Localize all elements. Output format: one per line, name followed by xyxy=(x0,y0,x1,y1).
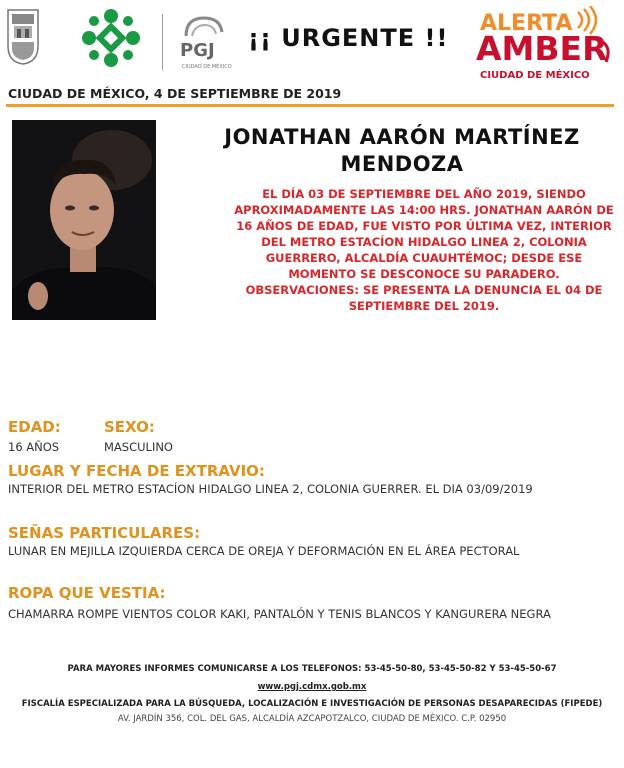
header-divider xyxy=(162,14,163,70)
fipede-agency-line: FISCALÍA ESPECIALIZADA PARA LA BÚSQUEDA, LOCALIZACIÓN E INVESTIGACIÓN DE PERSONAS DESAPARECIDAS (FIPEDE) xyxy=(21,699,603,709)
sex-label: SEXO: xyxy=(104,418,155,436)
distinguishing-marks-value: LUNAR EN MEJILLA IZQUIERDA CERCA DE OREJA Y DEFORMACIÓN EN EL ÁREA PECTORAL xyxy=(8,544,520,558)
person-name: JONATHAN AARÓN MARTÍNEZ MENDOZA xyxy=(224,125,580,176)
amber-logo-line3: CIUDAD DE MÉXICO xyxy=(480,70,590,81)
place-date-value: INTERIOR DEL METRO ESTACÍON HIDALGO LINEA 2, COLONIA GUERRER. EL DIA 03/09/2019 xyxy=(8,482,533,496)
alerta-amber-logo xyxy=(474,6,618,86)
pgj-logo-subtext: CIUDAD DE MÉXICO xyxy=(182,64,232,70)
pgj-logo-text: PGJ xyxy=(180,40,215,61)
date-line: CIUDAD DE MÉXICO, 4 DE SEPTIEMBRE DE 2019 xyxy=(8,86,342,101)
age-value: 16 AÑOS xyxy=(8,440,60,454)
age-label: EDAD: xyxy=(8,418,61,436)
place-date-label: LUGAR Y FECHA DE EXTRAVIO: xyxy=(8,462,265,480)
amber-logo-line2: AMBER xyxy=(476,29,608,68)
cdmx-logo xyxy=(80,8,142,68)
distinguishing-marks-label: SEÑAS PARTICULARES: xyxy=(8,524,201,542)
urgent-heading: ¡¡ URGENTE !! xyxy=(248,24,449,52)
clothing-value: CHAMARRA ROMPE VIENTOS COLOR KAKI, PANTALÓN Y TENIS BLANCOS Y KANGURERA NEGRA xyxy=(8,607,551,621)
sex-value: MASCULINO xyxy=(104,440,173,454)
agency-address: AV. JARDÍN 356, COL. DEL GAS, ALCALDÍA AZCAPOTZALCO, CIUDAD DE MÉXICO. C.P. 02950 xyxy=(117,714,507,724)
case-description xyxy=(232,186,616,314)
website-link[interactable]: www.pgj.cdmx.gob.mx xyxy=(257,682,367,692)
clothing-label: ROPA QUE VESTIA: xyxy=(8,584,166,602)
contact-phones: PARA MAYORES INFORMES COMUNICARSE A LOS TELEFONOS: 53-45-50-80, 53-45-50-82 Y 53-45-50-67 xyxy=(67,664,557,674)
description-text: EL DÍA 03 DE SEPTIEMBRE DEL AÑO 2019, SIENDO APROXIMADAMENTE LAS 14:00 HRS. JONATHAN AARÓN DE 16 AÑOS DE EDAD, FUE VISTO POR ÚLTIMA VEZ, INTERIOR DEL METRO ESTACÍON HIDALGO LINEA 2, COLONIA GUERRERO, ALCALDÍA CUAUHTÉMOC; DESDE ESE MOMENTO SE DESCONOCE SU PARADERO. xyxy=(234,187,614,281)
observations-text: OBSERVACIONES: SE PRESENTA LA DENUNCIA EL 04 DE SEPTIEMBRE DEL 2019. xyxy=(245,283,603,313)
missing-person-photo xyxy=(12,120,156,320)
cdmx-shield-logo xyxy=(6,8,40,66)
orange-divider xyxy=(6,104,614,107)
amber-logo-line1: ALERTA xyxy=(480,11,573,36)
pgj-logo xyxy=(176,14,232,72)
